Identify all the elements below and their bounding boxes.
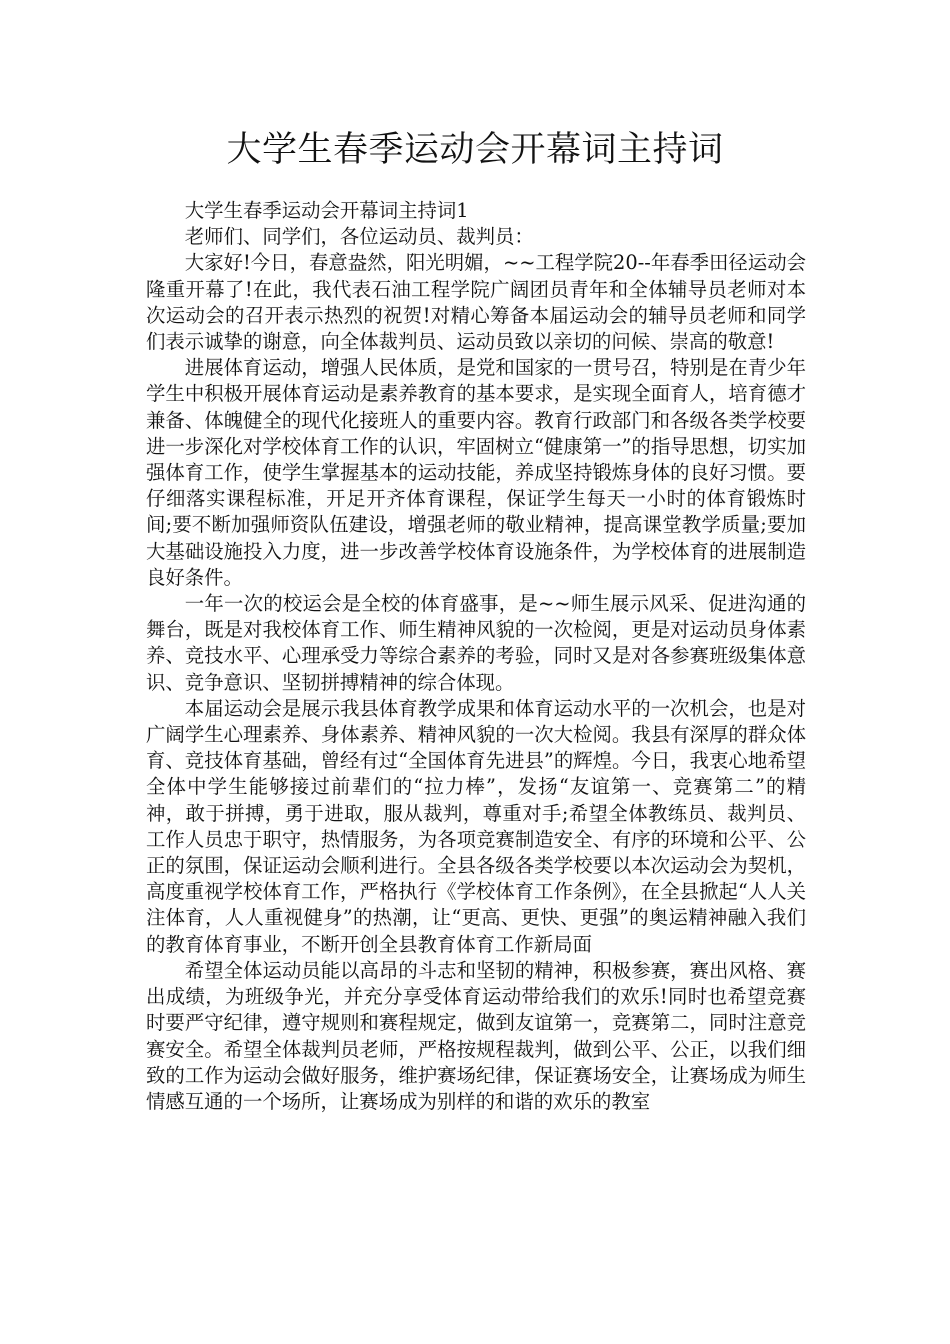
salutation-paragraph: 老师们、同学们，各位运动员、裁判员： — [184, 225, 534, 249]
body-paragraph: 希望全体运动员能以高昂的斗志和坚韧的精神，积极参赛，赛出风格、赛出成绩，为班级争光，并充分享受体育运动带给我们的欢乐!同时也希望竞赛时要严守纪律，遵守规则和赛程规定，做到友谊第一，竞赛第二，同时注意竞赛安全。希望全体裁判员老师，严格按规程裁判，做到公平、公正，以我们细致的工作为运动会做好服务，维护赛场纪律，保证赛场安全，让赛场成为师生情感互通的一个场所，让赛场成为别样的和谐的欢乐的教室 — [146, 958, 806, 1113]
body-paragraph: 本届运动会是展示我县体育教学成果和体育运动水平的一次机会，也是对广阔学生心理素养、身体素养、精神风貌的一次大检阅。我县有深厚的群众体育、竞技体育基础，曾经有过“全国体育先进县”的辉煌。今日，我衷心地希望全体中学生能够接过前辈们的“拉力棒”，发扬“友谊第一、竞赛第二”的精神，敢于拼搏，勇于进取，服从裁判，尊重对手;希望全体教练员、裁判员、工作人员忠于职守，热情服务，为各项竞赛制造安全、有序的环境和公平、公正的氛围，保证运动会顺利进行。全县各级各类学校要以本次运动会为契机，高度重视学校体育工作，严格执行《学校体育工作条例》，在全县掀起“人人关注体育，人人重视健身”的热潮，让“更高、更快、更强”的奥运精神融入我们的教育体育事业，不断开创全县教育体育工作新局面 — [146, 696, 806, 956]
body-paragraph: 进展体育运动，增强人民体质，是党和国家的一贯号召，特别是在青少年学生中积极开展体育运动是素养教育的基本要求，是实现全面育人，培育德才兼备、体魄健全的现代化接班人的重要内容。教育行政部门和各级各类学校要进一步深化对学校体育工作的认识，牢固树立“健康第一”的指导思想，切实加强体育工作，使学生掌握基本的运动技能，养成坚持锻炼身体的良好习惯。要仔细落实课程标准，开足开齐体育课程，保证学生每天一小时的体育锻炼时间;要不断加强师资队伍建设，增强老师的敬业精神，提高课堂教学质量;要加大基础设施投入力度，进一步改善学校体育设施条件，为学校体育的进展制造良好条件。 — [146, 356, 806, 589]
document-title: 大学生春季运动会开幕词主持词 — [226, 130, 724, 170]
subtitle-paragraph: 大学生春季运动会开幕词主持词1 — [184, 199, 469, 222]
document-body — [146, 198, 806, 1115]
body-paragraph: 大家好!今日，春意盎然，阳光明媚，~~工程学院20--年春季田径运动会隆重开幕了!在此，我代表石油工程学院广阔团员青年和全体辅导员老师对本次运动会的召开表示热烈的祝贺!对精心筹备本届运动会的辅导员老师和同学们表示诚挚的谢意，向全体裁判员、运动员致以亲切的问候、崇高的敬意! — [146, 251, 806, 354]
body-paragraph: 一年一次的校运会是全校的体育盛事，是~~师生展示风采、促进沟通的舞台，既是对我校体育工作、师生精神风貌的一次检阅，更是对运动员身体素养、竞技水平、心理承受力等综合素养的考验，同时又是对各参赛班级集体意识、竞争意识、坚韧拼搏精神的综合体现。 — [146, 592, 806, 694]
